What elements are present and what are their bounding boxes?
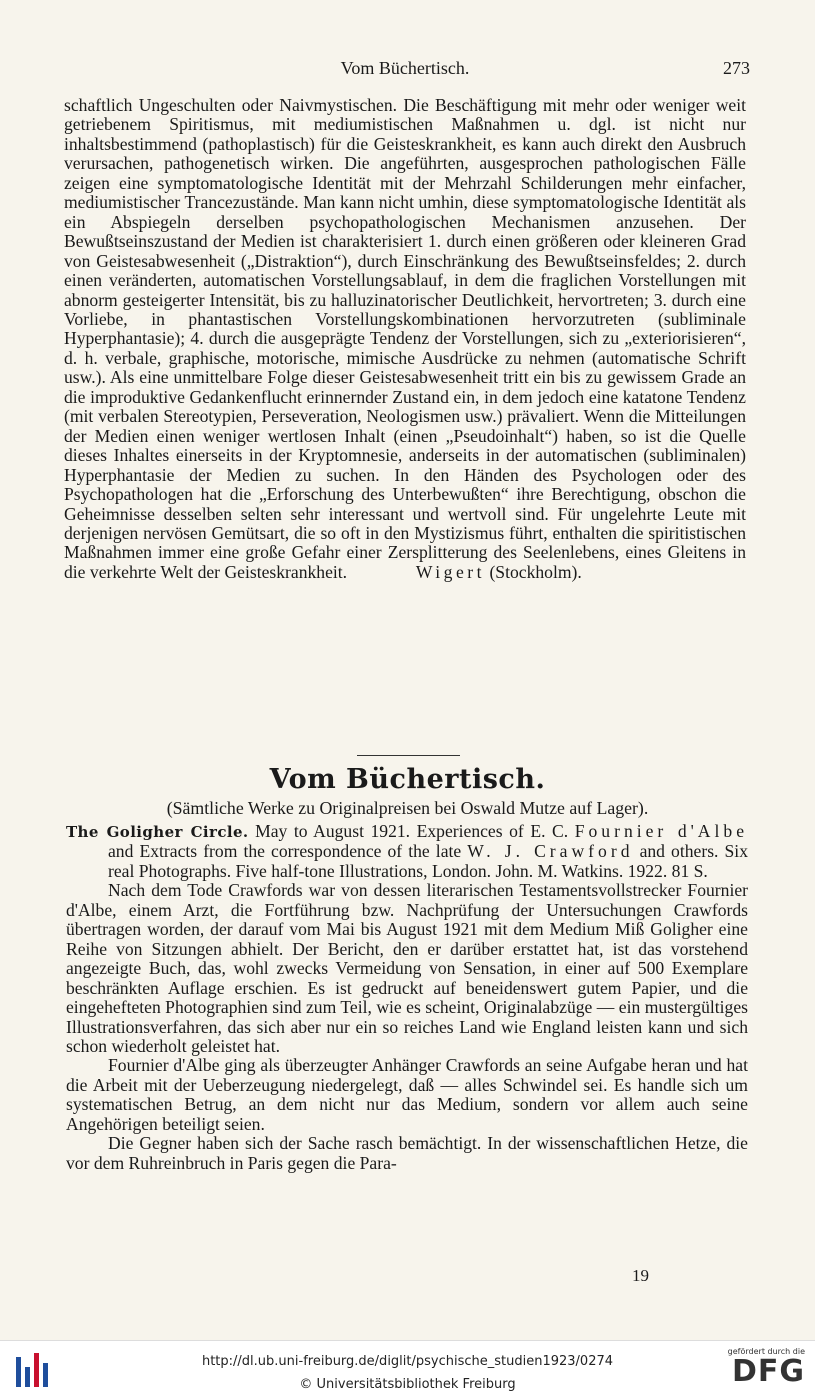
dfg-logo [715, 1347, 805, 1393]
review-paragraph: Nach dem Tode Crawfords war von dessen literarischen Testamentsvollstrecker Fournier d'Albe, einem Arzt, die Fortführung bzw. Nachprüfung der Untersuchungen Crawfords übertragen worden, der darauf vom Mai bis August 1921 mit dem Medium Miß Goligher eine Reihe von Sitzungen abhielt. Der Bericht, den er darüber erstattet hat, ist das vorstehend angezeigte Buch, das, wohl zwecks Vermeidung von Sensation, in einer auf 500 Exemplare beschränkten Auflage erschien. Es ist gedruckt auf beneidenswert gutem Papier, und die eingehefteten Photographien sind zum Teil, wie es scheint, Originalabzüge — ein mustergültiges Illustrationsverfahren, das sich aber nur ein so reiches Land wie England leisten kann und sich schon wiederholt geleistet hat. [66, 880, 748, 1056]
citation-part: and Extracts from the correspondence of the late [108, 841, 468, 862]
signature-name: Wigert [415, 561, 486, 582]
article-paragraph [64, 96, 746, 582]
book-review [66, 822, 748, 1173]
signature-place: (Stockholm). [489, 561, 582, 582]
review-paragraph: Die Gegner haben sich der Sache rasch bemächtigt. In der wissenschaftlichen Hetze, die vor dem Ruhreinbruch in Paris gegen die Para- [66, 1133, 748, 1173]
dfg-mark: DFG [731, 1354, 805, 1389]
article-paragraph-text: schaftlich Ungeschulten oder Naivmystischen. Die Beschäftigung mit mehr oder weniger weit getriebenem Spiritismus, mit mediumistischen Maßnahmen u. dgl. ist nicht nur inhaltsbestimmend (pathoplastisch) für die Geisteskrankheit, es kann auch direkt den Ausbruch verursachen, pathogenetisch wirken. Die angeführten, ausgesprochen pathologischen Fälle zeigen eine symptomatologische Identität mit der Mehrzahl Schilderungen mehr einfacher, mediumistischer Trancezustände. Man kann nicht umhin, diese symptomatologische Identität als ein Abspiegeln derselben psychopathologischen Mechanismen anzusehen. Der Bewußtseinszustand der Medien ist charakterisiert 1. durch einen größeren oder kleineren Grad von Geistesabwesenheit („Distraktion“), durch Einschränkung des Bewußtseinsfeldes; 2. durch einen veränderten, automatischen Vorstellungsablauf, in dem die fraglichen Vorstellungen mit abnorm gesteigerter Intensität, bis zu halluzinatorischer Deutlichkeit, hervortreten; 3. durch eine Vorliebe, in phantastischen Vorstellungskombinationen hervorzutreten (subliminale Hyperphantasie); 4. durch die ausgeprägte Tendenz der Vorstellungen, sich zu „exteriorisieren“, d. h. verbale, graphische, motorische, mimische Ausdrücke zu nehmen (automatische Schrift usw.). Als eine unmittelbare Folge dieser Geistesabwesenheit tritt ein bis zu gewissem Grade an die improduktive Gedankenflucht erinnernder Zustand ein, in dem jedoch eine katatone Tendenz (mit verbalen Stereotypien, Perseveration, Neologismen usw.) prävaliert. Wenn die Mitteilungen der Medien einen weniger wertlosen Inhalt (einen „Pseudoinhalt“) haben, so ist die Quelle dieses Inhaltes einerseits in der Kryptomnesie, anderseits in der automatischen (subliminalen) Hyperphantasie der Medien zu suchen. In den Händen des Psychologen oder des Psychopathologen hat die „Erforschung des Unterbewußten“ ihre Berechtigung, obschon die Geheimnisse desselben selten sehr interessant und wertvoll sind. Für ungelehrte Leute mit derjenigen nervösen Gemütsart, die so oft in den Mystizismus führt, enthalten die spiritistischen Maßnahmen immer eine große Gefahr einer Zersplitterung des Seelenlebens, eines Gleitens in die verkehrte Welt der Geisteskrankheit. [64, 95, 746, 582]
copyright-notice: © Universitätsbibliothek Freiburg [299, 1377, 516, 1392]
citation-author: Fournier d'Albe [574, 821, 749, 841]
page-number: 273 [723, 58, 750, 78]
book-citation [66, 822, 748, 881]
section-subtitle: (Sämtliche Werke zu Originalpreisen bei Oswald Mutze auf Lager). [166, 798, 649, 818]
citation-part: May to August 1921. Experiences of E. C. [248, 821, 575, 841]
viewer-footer [0, 1340, 815, 1399]
running-header [60, 58, 750, 82]
permalink[interactable]: http://dl.ub.uni-freiburg.de/diglit/psychische_studien1923/0274 [201, 1354, 614, 1369]
dfg-tagline: gefördert durch die [727, 1347, 805, 1356]
signature-mark: 19 [632, 1266, 649, 1285]
book-title: The Goligher Circle. [66, 823, 249, 841]
running-title: Vom Büchertisch. [340, 58, 470, 78]
section-title: Vom Büchertisch. [269, 764, 546, 795]
review-paragraph: Fournier d'Albe ging als überzeugter Anhänger Crawfords an seine Aufgabe heran und hat die Arbeit mit der Ueberzeugung niedergelegt, daß — alles Schwindel sei. Es handle sich um systematischen Betrug, an dem nicht nur das Medium, sondern vor allem auch seine Angehörigen beteiligt seien. [66, 1055, 748, 1134]
citation-author: W. J. Crawford [467, 841, 634, 862]
article-continuation [64, 96, 746, 582]
citation-part: and others. Six real Photographs. Five half-tone Illustrations, London. John. M. Watkins. 1922. 81 S. [108, 841, 748, 881]
section-divider [357, 755, 460, 756]
